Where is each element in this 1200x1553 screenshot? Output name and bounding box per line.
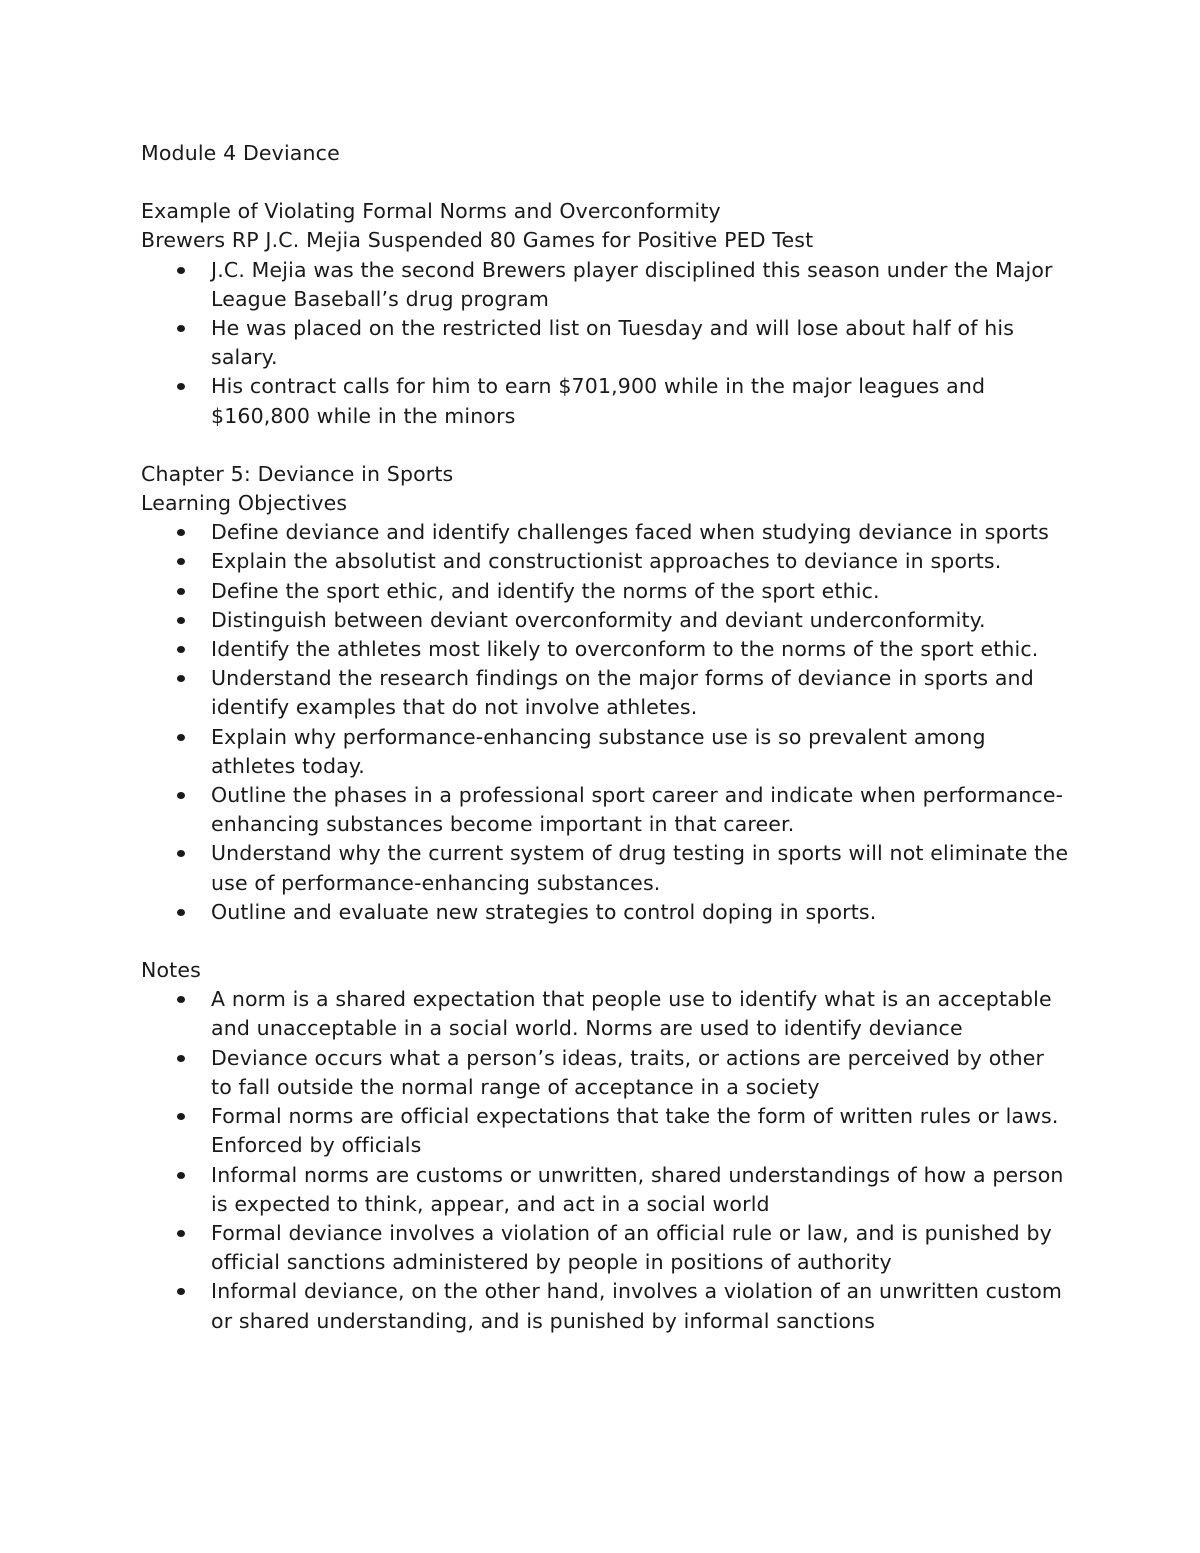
bullet-list [141,985,1071,1335]
bullet-icon [177,734,185,741]
bullet-icon [177,646,185,653]
section-subheading: Learning Objectives [141,491,348,516]
list-item [141,781,1071,839]
list-item [141,1044,1071,1102]
section-heading: Example of Violating Formal Norms and Overconformity [141,199,721,224]
list-item [141,577,1071,606]
list-item [141,1161,1071,1219]
bullet-icon [177,558,185,565]
list-item-text: Identify the athletes most likely to overconform to the norms of the sport ethic. [211,637,1039,662]
list-item [141,1277,1071,1335]
bullet-list [141,256,1071,431]
bullet-icon [177,1230,185,1237]
bullet-icon [177,588,185,595]
bullet-icon [177,1113,185,1120]
list-item [141,898,1071,927]
bullet-icon [177,850,185,857]
list-item [141,664,1071,722]
document-title: Module 4 Deviance [141,141,340,165]
list-item [141,518,1071,547]
list-item-text: Outline the phases in a professional sport career and indicate when performance-enhancing substances become important in that career. [211,783,1064,837]
list-item [141,1219,1071,1277]
bullet-icon [177,267,185,274]
bullet-icon [177,1172,185,1179]
bullet-icon [177,1288,185,1295]
list-item-text: He was placed on the restricted list on Tuesday and will lose about half of his salary. [211,316,1015,370]
list-item [141,314,1071,372]
list-item-text: Explain the absolutist and constructionist approaches to deviance in sports. [211,549,1002,574]
list-item [141,635,1071,664]
list-item-text: Define deviance and identify challenges faced when studying deviance in sports [211,520,1049,545]
list-item-text: His contract calls for him to earn $701,900 while in the major leagues and $160,800 while in the minors [211,374,986,428]
list-item-text: Understand the research findings on the major forms of deviance in sports and identify examples that do not involve athletes. [211,666,1034,720]
list-item-text: Formal norms are official expectations that take the form of written rules or laws. Enforced by officials [211,1104,1059,1158]
list-item [141,256,1071,314]
bullet-icon [177,996,185,1003]
list-item-text: Deviance occurs what a person’s ideas, traits, or actions are perceived by other to fall outside the normal range of acceptance in a society [211,1045,1045,1099]
list-item-text: A norm is a shared expectation that people use to identify what is an acceptable and unacceptable in a social world. Norms are used to identify deviance [211,987,1052,1041]
spacer [141,927,1071,956]
bullet-list [141,518,1071,927]
list-item [141,985,1071,1043]
bullet-icon [177,383,185,390]
bullet-icon [177,617,185,624]
list-item [141,839,1071,897]
list-item-text: Define the sport ethic, and identify the norms of the sport ethic. [211,578,880,603]
list-item-text: Informal deviance, on the other hand, involves a violation of an unwritten custom or shared understanding, and is punished by informal sanctions [211,1279,1063,1333]
list-item [141,372,1071,430]
list-item-text: Distinguish between deviant overconformity and deviant underconformity. [211,607,986,632]
bullet-icon [177,529,185,536]
list-item-text: Understand why the current system of drug testing in sports will not eliminate the use of performance-enhancing substances. [211,841,1069,895]
bullet-icon [177,792,185,799]
section-heading: Notes [141,958,201,983]
bullet-icon [177,325,185,332]
bullet-icon [177,675,185,682]
bullet-icon [177,909,185,916]
list-item [141,723,1071,781]
list-item [141,606,1071,635]
bullet-icon [177,1055,185,1062]
list-item-text: J.C. Mejia was the second Brewers player disciplined this season under the Major League Baseball’s drug program [211,257,1053,311]
list-item-text: Informal norms are customs or unwritten, shared understandings of how a person is expected to think, appear, and act in a social world [211,1162,1064,1216]
list-item [141,547,1071,576]
list-item-text: Outline and evaluate new strategies to control doping in sports. [211,899,877,924]
document-page [141,139,1071,1336]
spacer [141,168,1071,197]
spacer [141,431,1071,460]
list-item-text: Explain why performance-enhancing substance use is so prevalent among athletes today. [211,724,986,778]
section-heading: Chapter 5: Deviance in Sports [141,461,454,486]
list-item [141,1102,1071,1160]
list-item-text: Formal deviance involves a violation of an official rule or law, and is punished by official sanctions administered by people in positions of authority [211,1220,1052,1275]
section-subheading: Brewers RP J.C. Mejia Suspended 80 Games for Positive PED Test [141,228,814,253]
